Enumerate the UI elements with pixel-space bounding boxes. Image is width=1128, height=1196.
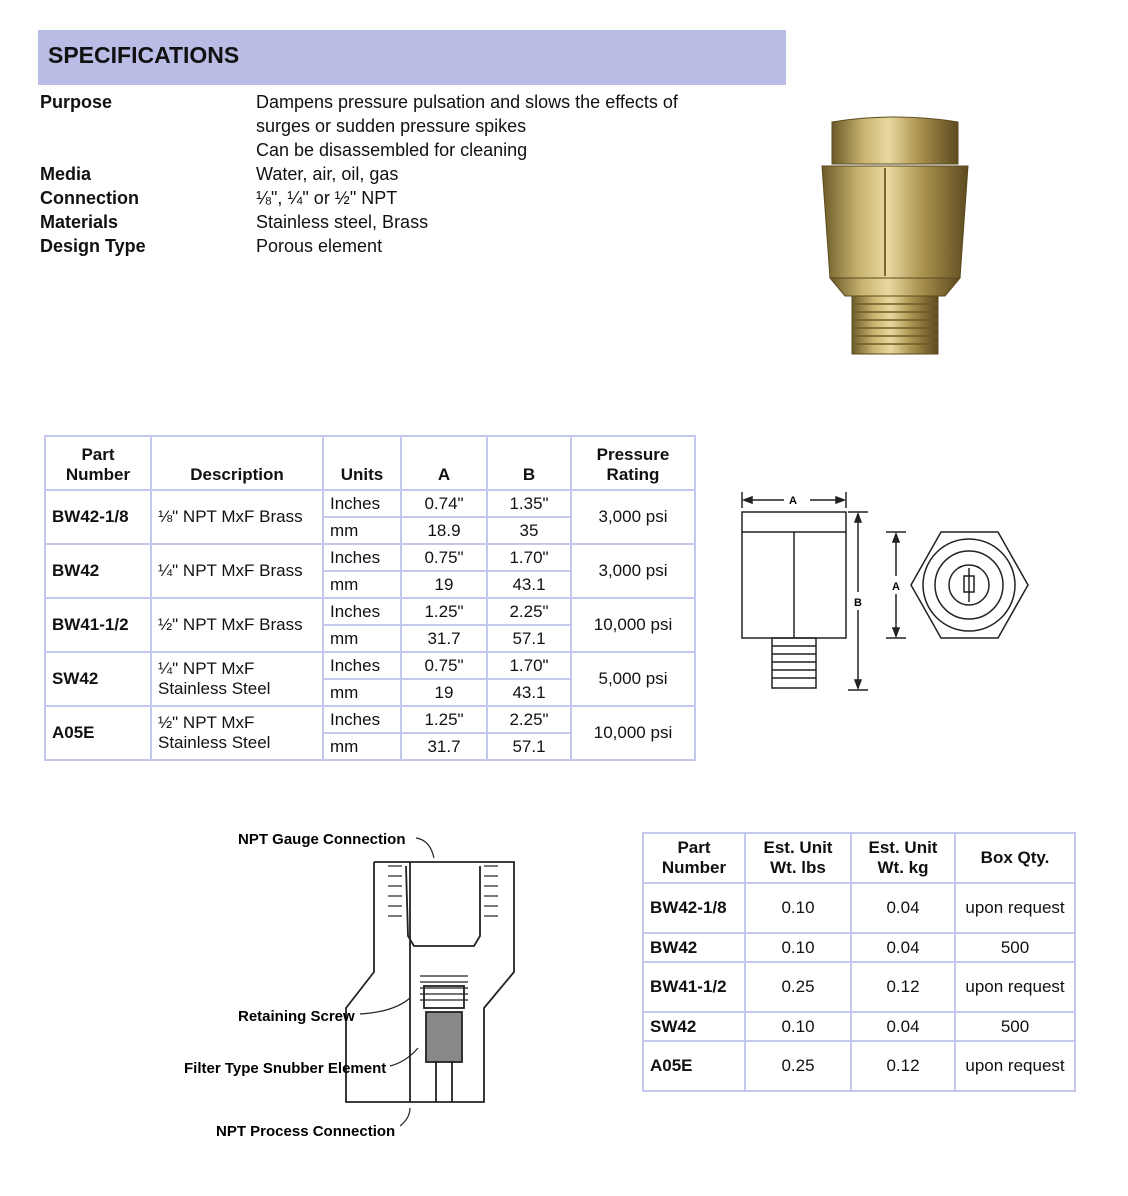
- box-qty: upon request: [955, 883, 1075, 933]
- spec-label: Design Type: [40, 236, 146, 256]
- spec-line: surges or sudden pressure spikes: [256, 116, 527, 136]
- spec-list: [40, 90, 756, 258]
- description: ¼" NPT MxF Stainless Steel: [151, 652, 323, 706]
- part-number: BW41-1/2: [45, 598, 151, 652]
- dim-a: 1.25": [401, 598, 487, 625]
- spec-value: [256, 90, 756, 162]
- spec-row-connection: [40, 186, 756, 210]
- weight-lbs: 0.25: [745, 962, 851, 1012]
- dim-b: 2.25": [487, 598, 571, 625]
- pressure-rating: 10,000 psi: [571, 598, 695, 652]
- spec-value: Porous element: [256, 236, 383, 256]
- dim-b: 2.25": [487, 706, 571, 733]
- header-weight-kg: Est. Unit Wt. kg: [851, 833, 955, 883]
- dim-a: 31.7: [401, 733, 487, 760]
- dim-b: 43.1: [487, 571, 571, 598]
- spec-value: Stainless steel, Brass: [256, 212, 429, 232]
- dim-a: 18.9: [401, 517, 487, 544]
- dim-b: 57.1: [487, 733, 571, 760]
- dim-a: 19: [401, 679, 487, 706]
- pressure-rating: 3,000 psi: [571, 490, 695, 544]
- product-photo: [810, 108, 980, 363]
- spec-row-materials: [40, 210, 756, 234]
- units: Inches: [323, 544, 401, 571]
- dim-label-b: B: [854, 597, 862, 609]
- cutaway-label-gauge-connection: NPT Gauge Connection: [238, 831, 406, 848]
- header-description: Description: [151, 436, 323, 490]
- units: mm: [323, 679, 401, 706]
- dim-b: 43.1: [487, 679, 571, 706]
- dim-label-a-side: A: [892, 581, 900, 593]
- weight-kg: 0.04: [851, 1012, 955, 1041]
- section-header: [38, 30, 786, 85]
- dim-a: 0.75": [401, 544, 487, 571]
- spec-row-purpose: [40, 90, 756, 162]
- table-header-row: [45, 436, 695, 490]
- table-row: [45, 652, 695, 679]
- header-part-number: Part Number: [643, 833, 745, 883]
- header-part-number: Part Number: [45, 436, 151, 490]
- spec-row-design-type: [40, 234, 756, 258]
- description: ½" NPT MxF Stainless Steel: [151, 706, 323, 760]
- weight-lbs: 0.25: [745, 1041, 851, 1091]
- box-qty: 500: [955, 933, 1075, 962]
- box-qty: upon request: [955, 962, 1075, 1012]
- dimension-drawing: [738, 488, 1034, 698]
- units: mm: [323, 571, 401, 598]
- units: mm: [323, 733, 401, 760]
- table-row: [643, 1012, 1075, 1041]
- weight-lbs: 0.10: [745, 1012, 851, 1041]
- header-a: A: [401, 436, 487, 490]
- table-row: [45, 706, 695, 733]
- spec-row-media: [40, 162, 756, 186]
- header-b: B: [487, 436, 571, 490]
- cutaway-drawing: [178, 826, 538, 1146]
- spec-value: Water, air, oil, gas: [256, 164, 399, 184]
- units: mm: [323, 517, 401, 544]
- spec-label: Connection: [40, 188, 139, 208]
- part-number: BW41-1/2: [643, 962, 745, 1012]
- part-number: A05E: [643, 1041, 745, 1091]
- dimensions-table: [44, 435, 696, 761]
- spec-line: Dampens pressure pulsation and slows the effects of: [256, 92, 678, 112]
- pressure-rating: 10,000 psi: [571, 706, 695, 760]
- units: Inches: [323, 652, 401, 679]
- dim-b: 57.1: [487, 625, 571, 652]
- table-row: [643, 1041, 1075, 1091]
- dim-b: 35: [487, 517, 571, 544]
- units: Inches: [323, 706, 401, 733]
- spec-label: Materials: [40, 212, 119, 232]
- part-number: BW42: [643, 933, 745, 962]
- table-row: [45, 490, 695, 517]
- description: ½" NPT MxF Brass: [151, 598, 323, 652]
- header-units: Units: [323, 436, 401, 490]
- weight-kg: 0.12: [851, 962, 955, 1012]
- pressure-rating: 5,000 psi: [571, 652, 695, 706]
- dim-b: 1.70": [487, 652, 571, 679]
- spec-label: Media: [40, 164, 92, 184]
- description: ¼" NPT MxF Brass: [151, 544, 323, 598]
- table-row: [643, 883, 1075, 933]
- part-number: BW42-1/8: [643, 883, 745, 933]
- cutaway-label-snubber-element: Filter Type Snubber Element: [184, 1060, 387, 1077]
- pressure-rating: 3,000 psi: [571, 544, 695, 598]
- table-row: [45, 598, 695, 625]
- header-weight-lbs: Est. Unit Wt. lbs: [745, 833, 851, 883]
- part-number: BW42: [45, 544, 151, 598]
- table-row: [643, 962, 1075, 1012]
- dim-b: 1.35": [487, 490, 571, 517]
- dim-a: 0.74": [401, 490, 487, 517]
- spec-value: ⅛", ¼" or ½" NPT: [256, 188, 398, 208]
- cutaway-label-process-connection: NPT Process Connection: [216, 1123, 396, 1140]
- units: Inches: [323, 598, 401, 625]
- part-number: SW42: [45, 652, 151, 706]
- dim-a: 19: [401, 571, 487, 598]
- table-row: [643, 933, 1075, 962]
- header-box-qty: Box Qty.: [955, 833, 1075, 883]
- description: ⅛" NPT MxF Brass: [151, 490, 323, 544]
- units: mm: [323, 625, 401, 652]
- dim-label-a: A: [789, 495, 797, 507]
- part-number: SW42: [643, 1012, 745, 1041]
- part-number: A05E: [45, 706, 151, 760]
- box-qty: upon request: [955, 1041, 1075, 1091]
- cutaway-label-retaining-screw: Retaining Screw: [238, 1008, 355, 1025]
- spec-label: Purpose: [40, 92, 113, 112]
- section-title: SPECIFICATIONS: [48, 42, 240, 68]
- weight-kg: 0.04: [851, 933, 955, 962]
- dim-a: 31.7: [401, 625, 487, 652]
- table-row: [45, 544, 695, 571]
- weights-table: [642, 832, 1076, 1092]
- spec-line: Can be disassembled for cleaning: [256, 140, 528, 160]
- weight-lbs: 0.10: [745, 883, 851, 933]
- dim-a: 0.75": [401, 652, 487, 679]
- dim-b: 1.70": [487, 544, 571, 571]
- weight-kg: 0.12: [851, 1041, 955, 1091]
- units: Inches: [323, 490, 401, 517]
- header-pressure-rating: Pressure Rating: [571, 436, 695, 490]
- table-header-row: [643, 833, 1075, 883]
- dim-a: 1.25": [401, 706, 487, 733]
- weight-kg: 0.04: [851, 883, 955, 933]
- part-number: BW42-1/8: [45, 490, 151, 544]
- box-qty: 500: [955, 1012, 1075, 1041]
- weight-lbs: 0.10: [745, 933, 851, 962]
